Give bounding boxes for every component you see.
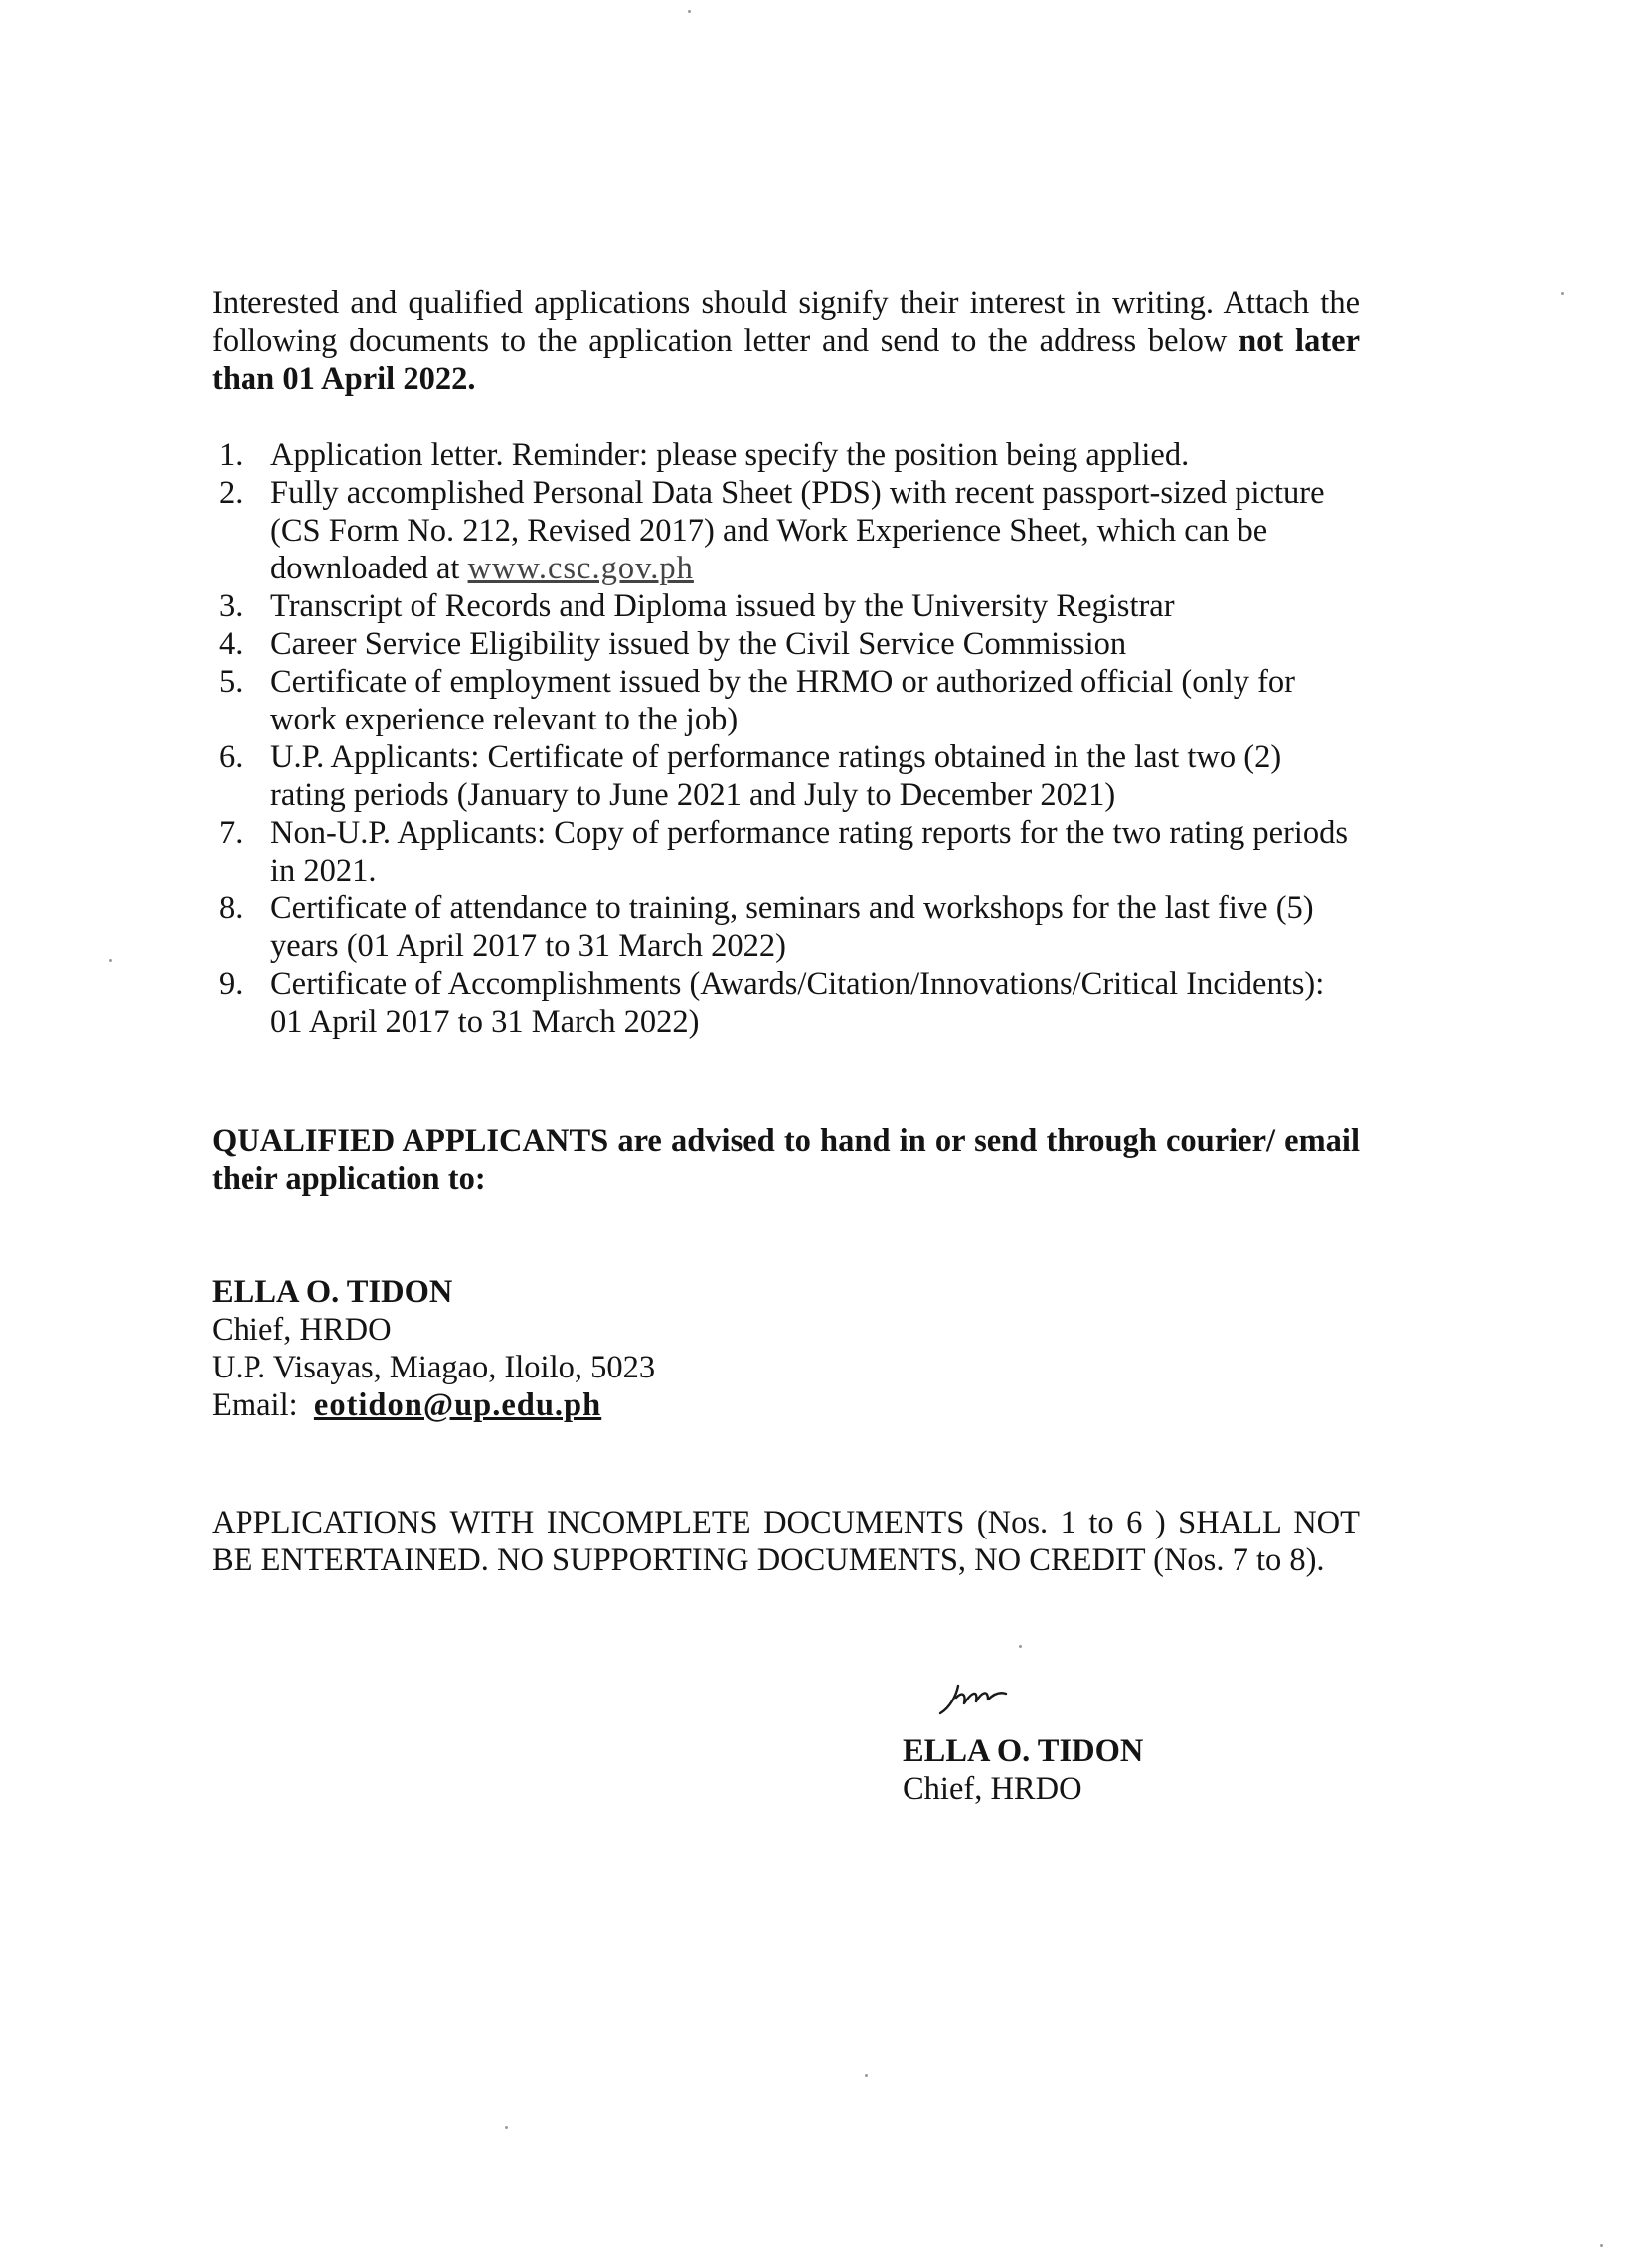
requirement-text: Certificate of employment issued by the HRMO or authorized official (only for work experience relevant to the job) <box>270 664 1296 737</box>
warning-paragraph: APPLICATIONS WITH INCOMPLETE DOCUMENTS (Nos. 1 to 6 ) SHALL NOT BE ENTERTAINED. NO SUPPORTING DOCUMENTS, NO CREDIT (Nos. 7 to 8). <box>212 1505 1360 1578</box>
signature-mark <box>936 1678 1016 1721</box>
requirement-number: 4. <box>219 626 244 662</box>
requirements-list <box>212 436 1360 1041</box>
address-name: ELLA O. TIDON <box>212 1274 453 1310</box>
intro-text: Interested and qualified applications should signify their interest in writing. Attach the following documents to the application letter and send to the address below <box>212 285 1360 359</box>
requirement-text: Non-U.P. Applicants: Copy of performance rating reports for the two rating periods in 2021. <box>270 815 1348 889</box>
scan-speck <box>109 959 112 962</box>
requirement-item <box>212 965 1360 1041</box>
scan-speck <box>865 2074 868 2077</box>
csc-website-link[interactable]: www.csc.gov.ph <box>467 551 694 586</box>
requirement-item <box>212 587 1360 625</box>
deadline-text: not later than 01 April 2022. <box>212 323 1360 397</box>
address-title: Chief, HRDO <box>212 1312 392 1348</box>
requirement-number: 7. <box>219 815 244 851</box>
requirement-number: 9. <box>219 966 244 1002</box>
scan-speck <box>1561 292 1564 295</box>
requirement-text: Career Service Eligibility issued by the Civil Service Commission <box>270 626 1127 662</box>
signatory-title: Chief, HRDO <box>903 1771 1082 1807</box>
address-email-line <box>212 1386 655 1424</box>
scan-speck <box>505 2126 508 2129</box>
requirement-item <box>212 890 1360 965</box>
requirement-number: 2. <box>219 475 244 511</box>
scan-speck <box>1600 2244 1603 2247</box>
address-block <box>212 1273 655 1424</box>
email-label: Email: <box>212 1387 298 1423</box>
address-location: U.P. Visayas, Miagao, Iloilo, 5023 <box>212 1350 656 1385</box>
advice-paragraph: QUALIFIED APPLICANTS are advised to hand in or send through courier/ email their application to: <box>212 1123 1360 1197</box>
requirement-text: Application letter. Reminder: please specify the position being applied. <box>270 437 1190 473</box>
requirement-text: Transcript of Records and Diploma issued by the University Registrar <box>270 588 1175 624</box>
requirement-item <box>212 436 1360 474</box>
requirement-text: Certificate of Accomplishments (Awards/Citation/Innovations/Critical Incidents): 01 April 2017 to 31 March 2022) <box>270 966 1325 1040</box>
requirement-number: 1. <box>219 437 244 473</box>
requirement-item <box>212 814 1360 890</box>
requirement-item <box>212 625 1360 663</box>
signatory-block <box>903 1732 1143 1808</box>
intro-paragraph <box>212 284 1360 398</box>
email-link[interactable]: eotidon@up.edu.ph <box>313 1387 602 1423</box>
scan-speck <box>1019 1645 1022 1648</box>
scan-speck <box>688 10 691 13</box>
requirement-text: U.P. Applicants: Certificate of performance ratings obtained in the last two (2) rating periods (January to June 2021 and July to December 2021) <box>270 739 1282 813</box>
requirement-item <box>212 663 1360 738</box>
requirement-text: Fully accomplished Personal Data Sheet (PDS) with recent passport-sized picture (CS Form No. 212, Revised 2017) and Work Experience Sheet, which can be downloaded at <box>270 475 1325 586</box>
requirement-text: Certificate of attendance to training, seminars and workshops for the last five (5) years (01 April 2017 to 31 March 2022) <box>270 891 1314 964</box>
requirement-number: 8. <box>219 891 244 926</box>
signatory-name: ELLA O. TIDON <box>903 1733 1144 1769</box>
requirement-number: 6. <box>219 739 244 775</box>
requirement-number: 5. <box>219 664 244 700</box>
requirement-item <box>212 474 1360 587</box>
requirement-item <box>212 738 1360 814</box>
requirement-number: 3. <box>219 588 244 624</box>
